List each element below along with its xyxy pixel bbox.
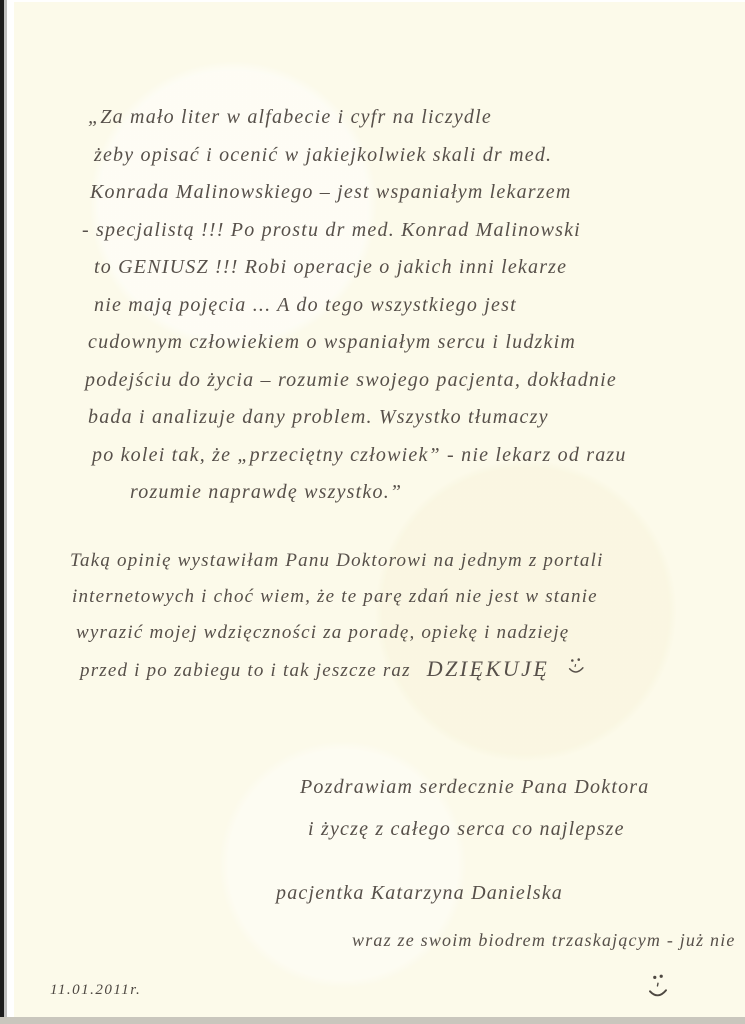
quote-line: żeby opisać i ocenić w jakiejkolwiek skali dr med. xyxy=(94,143,553,166)
testimonial-paragraph xyxy=(64,543,604,690)
body-line: internetowych i choć wiem, że te parę zdań nie jest w stanie xyxy=(72,586,598,607)
closing-line: Pozdrawiam serdecznie Pana Doktora xyxy=(300,776,650,798)
thanks-word: DZIĘKUJĘ xyxy=(426,656,550,681)
body-line-text: przed i po zabiegu to i tak jeszcze raz xyxy=(80,660,411,681)
date-label: 11.01.2011r. xyxy=(50,982,142,998)
quote-line: to GENIUSZ !!! Robi operacje o jakich inni lekarze xyxy=(94,256,568,278)
quote-line: podejściu do życia – rozumie swojego pacjenta, dokładnie xyxy=(85,368,617,391)
quote-line: „Za mało liter w alfabecie i cyfr na liczydle xyxy=(88,106,492,128)
quote-line: Konrada Malinowskiego – jest wspaniałym lekarzem xyxy=(90,181,572,203)
smiley-face-icon xyxy=(645,972,671,1007)
body-line xyxy=(80,651,604,690)
quote-line: cudownym człowiekiem o wspaniałym sercu i ludzkim xyxy=(88,331,576,353)
quote-line: nie mają pojęcia ... A do tego wszystkiego jest xyxy=(94,293,517,316)
scan-edge-bottom xyxy=(0,1017,745,1024)
review-quote-paragraph xyxy=(80,99,627,512)
quote-line: rozumie naprawdę wszystko.” xyxy=(130,481,403,503)
quote-line: po kolei tak, że „przeciętny człowiek” - nie lekarz od razu xyxy=(92,443,627,466)
scan-edge-left-shadow xyxy=(4,0,7,1024)
quote-line: - specjalistą !!! Po prostu dr med. Konrad Malinowski xyxy=(82,218,581,241)
smiley-face-icon xyxy=(565,654,587,690)
closing-line: i życzę z całego serca co najlepsze xyxy=(308,818,625,840)
body-line: Taką opinię wystawiłam Panu Doktorowi na jednym z portali xyxy=(70,550,604,571)
quote-line: bada i analizuje dany problem. Wszystko tłumaczy xyxy=(88,406,549,428)
postscript-line: wraz ze swoim biodrem trzaskającym - już nie xyxy=(352,930,736,950)
signature-line: pacjentka Katarzyna Danielska xyxy=(276,882,563,904)
body-line: wyrazić mojej wdzięczności za poradę, opiekę i nadzieję xyxy=(76,622,570,643)
